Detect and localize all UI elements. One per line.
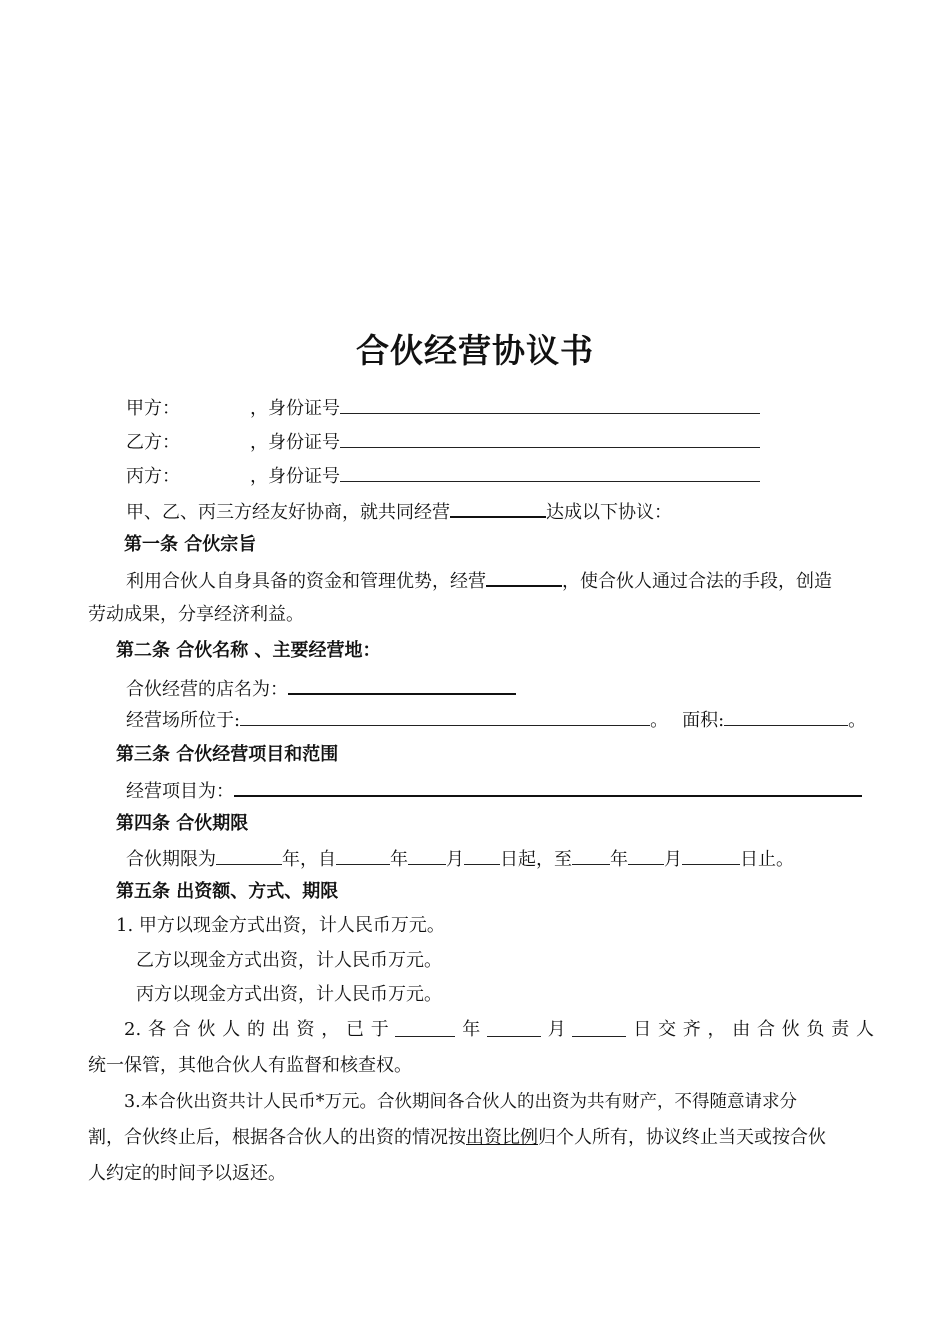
article1-text-after: ，使合伙人通过合法的手段，创造 <box>562 571 832 592</box>
document-title: 合伙经营协议书 <box>356 331 594 370</box>
party-yi-id-label: ，身份证号 <box>250 432 340 453</box>
term-text-6: 年 <box>610 849 628 870</box>
party-yi-line <box>126 430 760 454</box>
start-month-blank <box>408 847 446 865</box>
article5-heading: 第五条 出资额、方式、期限 <box>116 881 339 902</box>
clause2-char: ， <box>321 1019 340 1040</box>
clause2-char: 人 <box>222 1019 241 1040</box>
term-text-1: 合伙期限为 <box>126 849 216 870</box>
clause2-char: ， <box>707 1019 726 1040</box>
location-label: 经营场所位于: <box>126 710 241 731</box>
article1-paragraph-line1 <box>126 568 832 593</box>
article2-heading: 第二条 合伙名称 、主要经营地： <box>116 640 381 661</box>
party-bing-id-blank <box>340 464 760 482</box>
term-text-2: 年，自 <box>282 849 336 870</box>
clause2-char: 人 <box>855 1019 874 1040</box>
article1-heading: 第一条 合伙宗旨 <box>124 534 257 555</box>
end-year-blank <box>572 847 610 865</box>
term-text-4: 月 <box>446 849 464 870</box>
party-jia-id-label: ，身份证号 <box>250 398 340 419</box>
term-text-5: 日起，至 <box>500 849 572 870</box>
area-label: 面积: <box>682 710 725 731</box>
area-end: 。 <box>848 710 867 731</box>
business-items-label: 经营项目为： <box>126 781 234 802</box>
end-month-blank <box>628 847 664 865</box>
article1-business-blank <box>486 568 562 587</box>
contribution-jia: 1. 甲方以现金方式出资，计人民币万元。 <box>116 915 445 936</box>
party-bing-label: 丙方： <box>126 466 180 487</box>
party-yi-label: 乙方： <box>126 432 180 453</box>
party-jia-label: 甲方： <box>126 398 180 419</box>
start-day-blank <box>464 847 500 865</box>
party-yi-id-blank <box>340 430 760 448</box>
article3-heading: 第三条 合伙经营项目和范围 <box>116 744 339 765</box>
contribution-bing: 丙方以现金方式出资，计人民币万元。 <box>136 984 442 1005</box>
shop-name-blank <box>288 676 516 695</box>
end-day-blank <box>682 847 740 865</box>
start-year-blank <box>336 847 390 865</box>
clause2-char: 的 <box>246 1019 265 1040</box>
business-items-line <box>126 778 862 803</box>
location-end: 。 <box>650 710 669 731</box>
clause2-char: 伙 <box>197 1019 216 1040</box>
clause2-char: 2. <box>124 1019 142 1040</box>
clause2-char: 于 <box>370 1019 389 1040</box>
party-jia-line <box>126 396 760 420</box>
intro-text-before: 甲、乙、丙三方经友好协商，就共同经营 <box>126 502 450 523</box>
party-bing-id-label: ，身份证号 <box>250 466 340 487</box>
clause2-char: 由 <box>732 1019 751 1040</box>
article1-paragraph-line2: 劳动成果，分享经济利益。 <box>88 604 304 625</box>
contribution-ratio-term: 出资比例 <box>466 1127 538 1148</box>
contribution-yi: 乙方以现金方式出资，计人民币万元。 <box>136 950 442 971</box>
clause2-char: 各 <box>147 1019 166 1040</box>
clause2-year: 年 <box>462 1019 481 1040</box>
intro-business-blank <box>450 499 546 518</box>
clause2-char: 已 <box>345 1019 364 1040</box>
clause2-char: 负 <box>806 1019 825 1040</box>
shop-name-label: 合伙经营的店名为： <box>126 679 288 700</box>
clause2-char: 日 <box>633 1019 652 1040</box>
term-text-3: 年 <box>390 849 408 870</box>
clause2-char: 责 <box>831 1019 850 1040</box>
clause2-char: 齐 <box>682 1019 701 1040</box>
contribution-clause-3-line1: 3.本合伙出资共计人民币*万元。合伙期间各合伙人的出资为共有财产，不得随意请求分 <box>124 1092 797 1112</box>
clause2-char: 交 <box>657 1019 676 1040</box>
term-line <box>126 847 794 871</box>
term-years-blank <box>216 847 282 865</box>
contribution-clause-2-line1 <box>124 1019 874 1041</box>
contribution-clause-3-line3: 人约定的时间予以返还。 <box>88 1163 286 1184</box>
location-line <box>126 708 866 732</box>
clause2-month: 月 <box>547 1019 566 1040</box>
clause2-char: 出 <box>271 1019 290 1040</box>
intro-text-after: 达成以下协议： <box>546 502 672 523</box>
clause2-char: 合 <box>756 1019 775 1040</box>
party-jia-id-blank <box>340 396 760 414</box>
paid-day-blank <box>572 1019 626 1037</box>
contribution-clause-3-line2 <box>88 1127 826 1149</box>
paid-month-blank <box>487 1019 541 1037</box>
contribution-clause-2-line2: 统一保管，其他合伙人有监督和核查权。 <box>88 1055 412 1076</box>
clause3-text-after: 归个人所有，协议终止当天或按合伙 <box>538 1127 826 1148</box>
term-text-8: 日止。 <box>740 849 794 870</box>
clause2-char: 合 <box>172 1019 191 1040</box>
business-items-blank <box>234 778 862 797</box>
area-blank <box>724 708 848 726</box>
location-blank <box>240 708 650 726</box>
clause2-char: 资 <box>296 1019 315 1040</box>
shop-name-line <box>126 676 516 701</box>
term-text-7: 月 <box>664 849 682 870</box>
clause2-char: 伙 <box>781 1019 800 1040</box>
clause3-text-before: 割，合伙终止后，根据各合伙人的出资的情况按 <box>88 1127 466 1148</box>
party-bing-line <box>126 464 760 488</box>
paid-year-blank <box>395 1019 455 1037</box>
article4-heading: 第四条 合伙期限 <box>116 813 249 834</box>
intro-line <box>126 499 672 524</box>
article1-text-before: 利用合伙人自身具备的资金和管理优势，经营 <box>126 571 486 592</box>
